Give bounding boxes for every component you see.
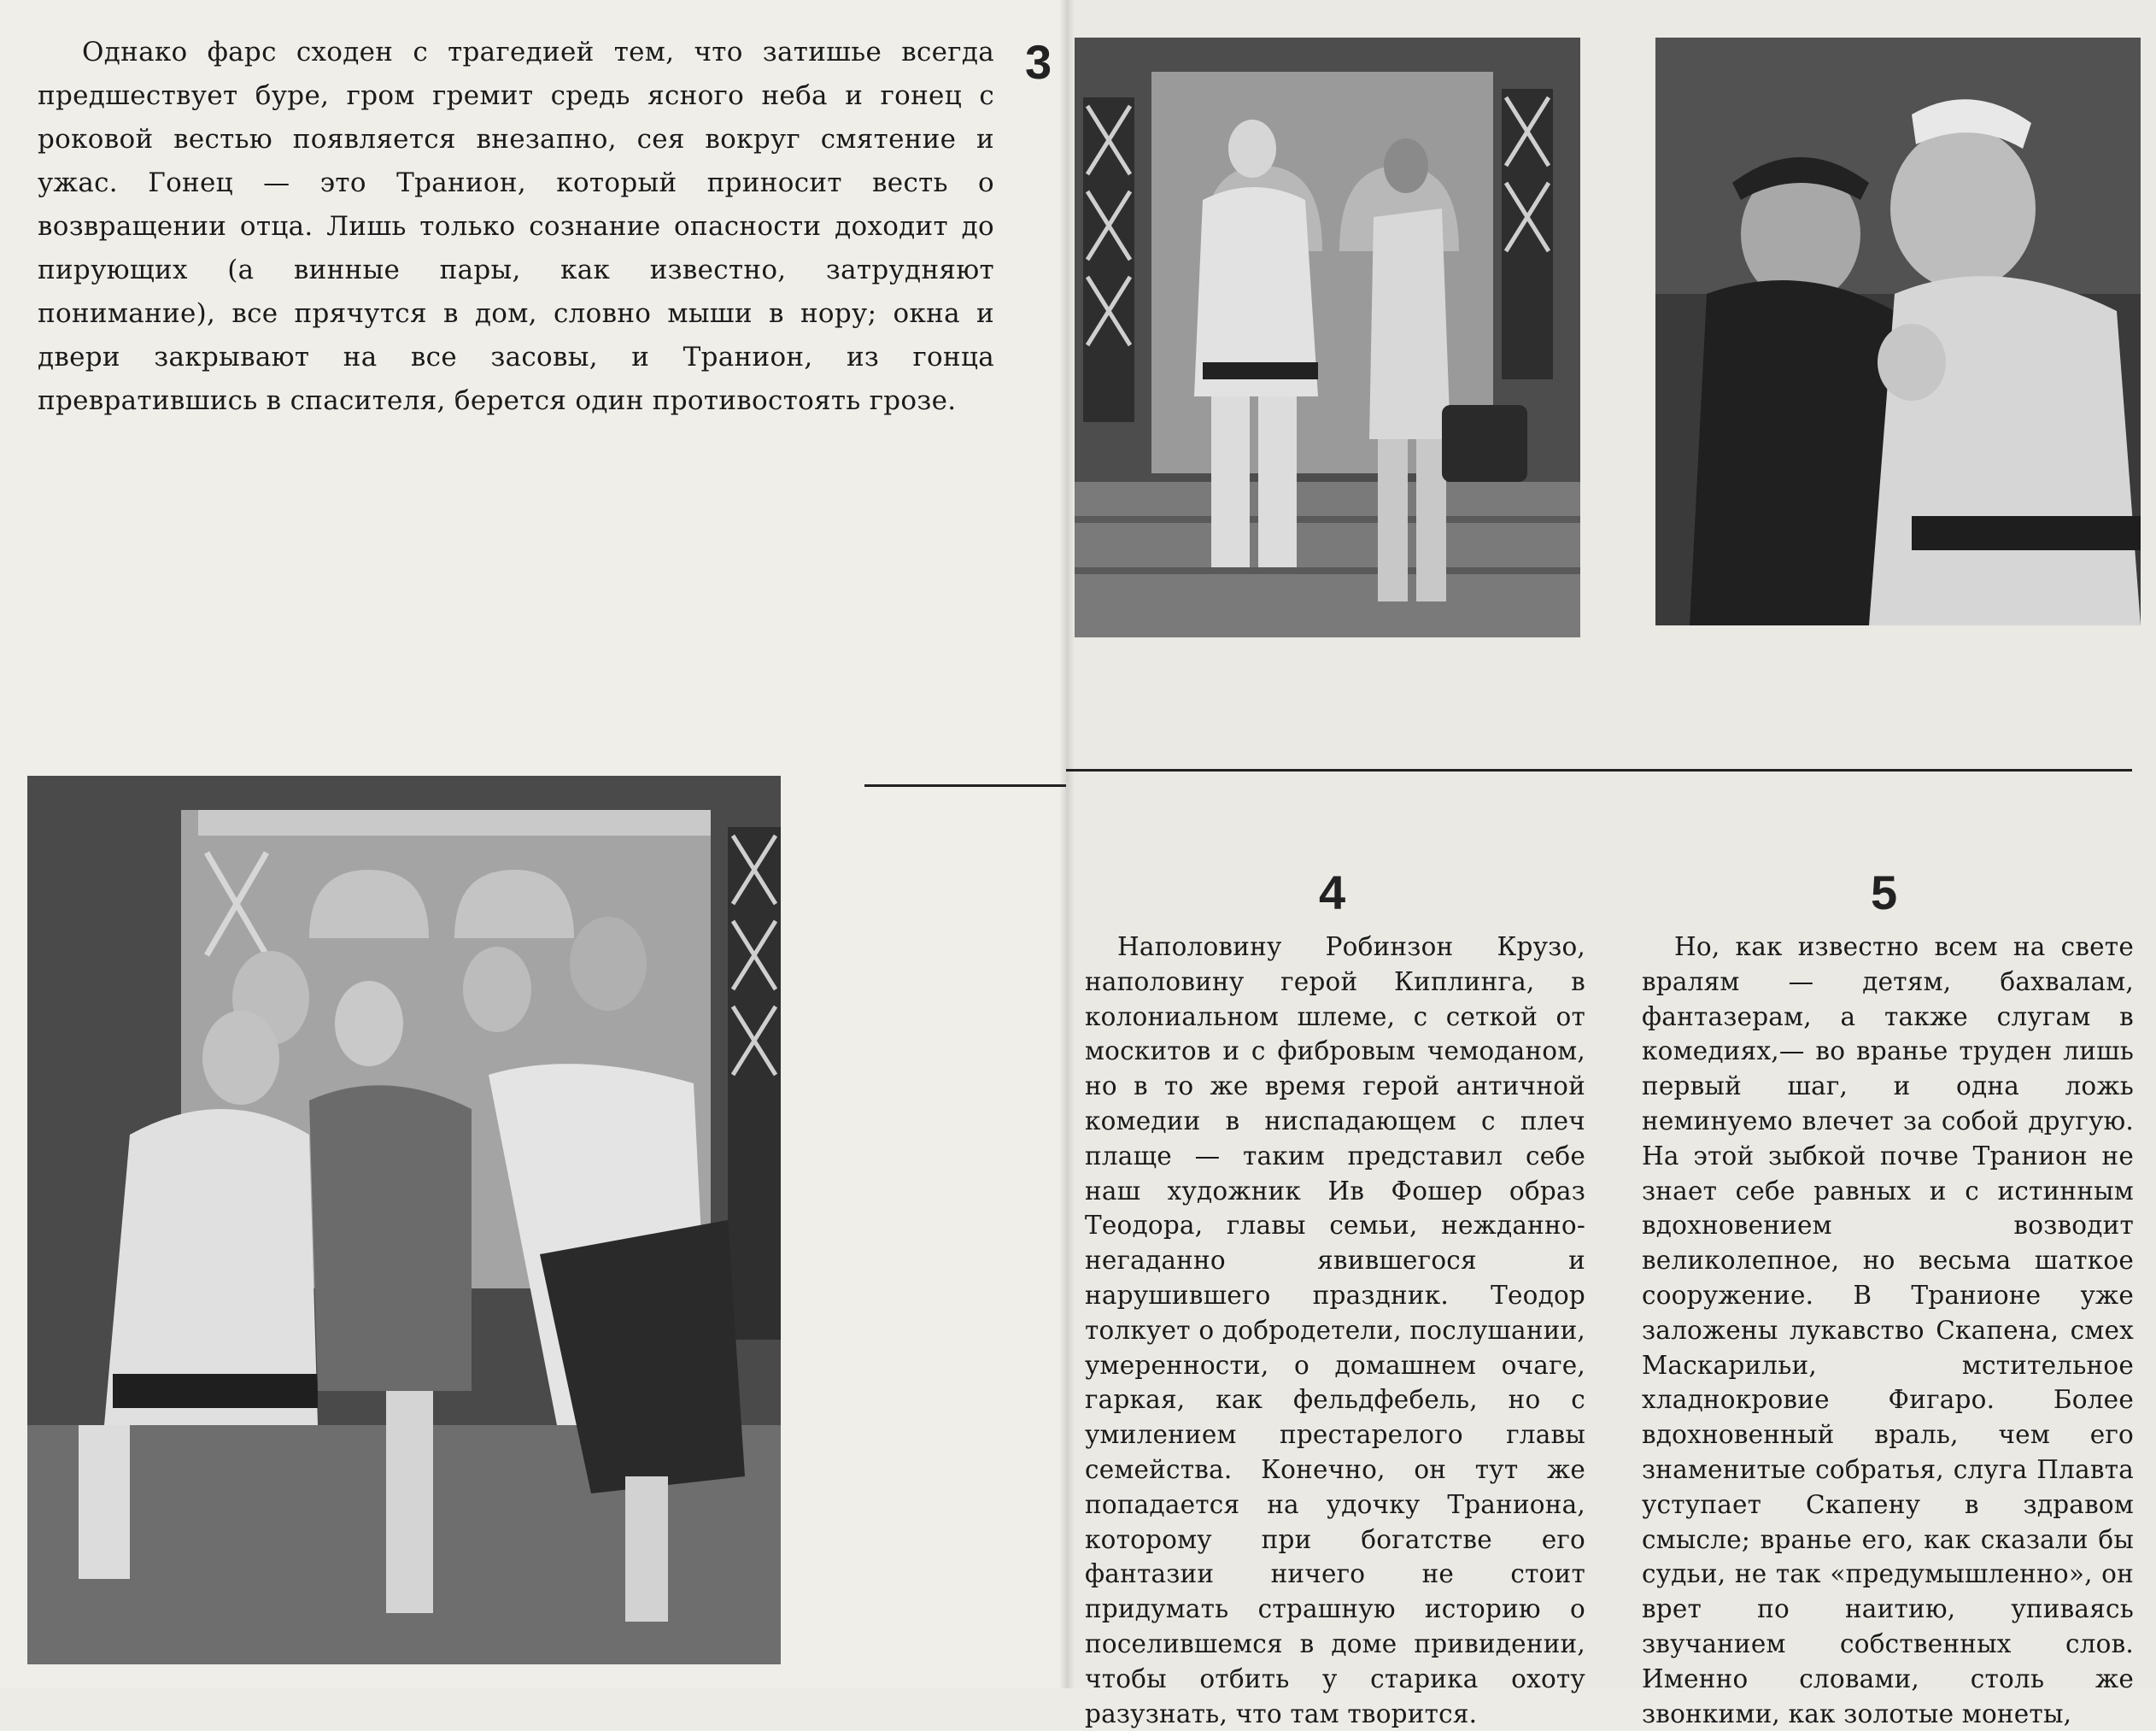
stage-photo-group xyxy=(27,776,781,1664)
column-4-text: Наполовину Робинзон Крузо, наполовину герой Киплинга, в колониальном шлеме, с сеткой от москитов и с фибровым чемоданом, но в то же время герой античной комедии в ниспадающем с плеч плаще — таким представил себе наш художник Ив Фошер образ Теодора, главы семьи, нежданно-негаданно явившегося и нарушившего праздник. Теодор толкует о добродетели, послушании, умеренности, о домашнем очаге, гаркая, как фельдфебель, но с умилением престарелого главы семейства. Конечно, он тут же попадается на удочку Траниона, которому при богатстве его фантазии ничего не стоит придумать страшную историю о поселившемся в доме привидении, чтобы отбить у старика охоту разузнать, что там творится. xyxy=(1085,932,1586,1728)
section-divider-right xyxy=(1066,769,2132,772)
page-fold xyxy=(1059,0,1075,1688)
section-number-3: 3 xyxy=(1025,35,1052,89)
section-divider-left xyxy=(864,784,1066,787)
stage-photo-two-actors xyxy=(1075,38,1580,637)
section-number-4: 4 xyxy=(1319,866,1346,919)
section-number-5: 5 xyxy=(1871,866,1898,919)
closeup-photo-two-actors xyxy=(1655,38,2141,625)
intro-paragraph: Однако фарс сходен с трагедией тем, что затишье всегда предшествует буре, гром гремит средь ясного неба и гонец с роковой вестью появляется внезапно, сея вокруг смятение и ужас. Гонец — это Транион, который приносит весть о возвращении отца. Лишь только сознание опасности доходит до пирующих (а винные пары, как известно, затрудняют понимание), все прячутся в дом, словно мыши в нору; окна и двери закрывают на все засовы, и Транион, из гонца превратившись в спасителя, берется один противостоять грозе. xyxy=(38,37,994,416)
column-5-text: Но, как известно всем на свете вралям — детям, бахвалам, фантазерам, а также слугам в комедиях,— во вранье труден лишь первый шаг, и одна ложь неминуемо влечет за собой другую. На этой зыбкой почве Транион не знает себе равных и с истинным вдохновением возводит великолепное, но весьма шаткое сооружение. В Транионе уже заложены лукавство Скапена, смех Маскарильи, мстительное хладнокровие Фигаро. Более вдохновенный враль, чем его знаменитые собратья, слуга Плавта уступает Скапену в здравом смысле; вранье его, как сказали бы судьи, не так «предумышленно», он врет по наитию, упиваясь звучанием собственных слов. Именно словами, столь же звонкими, как золотые монеты, xyxy=(1642,932,2134,1728)
